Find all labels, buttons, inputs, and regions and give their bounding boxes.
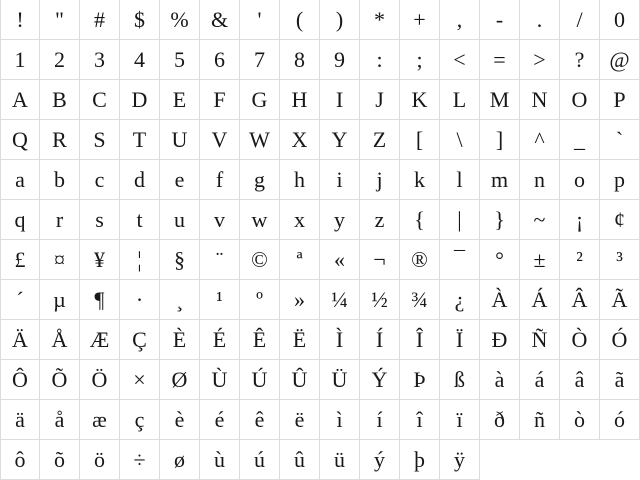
charmap-cell[interactable]: ú — [240, 440, 280, 480]
charmap-cell[interactable]: e — [160, 160, 200, 200]
charmap-cell[interactable]: d — [120, 160, 160, 200]
charmap-cell[interactable]: Ê — [240, 320, 280, 360]
charmap-cell[interactable]: Ì — [320, 320, 360, 360]
charmap-cell[interactable]: 4 — [120, 40, 160, 80]
charmap-cell[interactable]: ^ — [520, 120, 560, 160]
charmap-cell[interactable]: Ò — [560, 320, 600, 360]
charmap-cell[interactable]: ' — [240, 0, 280, 40]
charmap-cell[interactable]: Ç — [120, 320, 160, 360]
charmap-cell[interactable]: Ñ — [520, 320, 560, 360]
charmap-cell[interactable]: D — [120, 80, 160, 120]
charmap-cell[interactable]: U — [160, 120, 200, 160]
charmap-cell[interactable]: ÷ — [120, 440, 160, 480]
charmap-cell[interactable]: Ï — [440, 320, 480, 360]
charmap-cell[interactable]: £ — [0, 240, 40, 280]
charmap-cell[interactable]: Á — [520, 280, 560, 320]
charmap-cell[interactable]: ý — [360, 440, 400, 480]
charmap-cell[interactable]: x — [280, 200, 320, 240]
charmap-cell[interactable]: _ — [560, 120, 600, 160]
charmap-cell[interactable]: & — [200, 0, 240, 40]
charmap-cell[interactable]: 0 — [600, 0, 640, 40]
charmap-cell[interactable]: ¸ — [160, 280, 200, 320]
charmap-cell[interactable]: R — [40, 120, 80, 160]
charmap-cell[interactable]: - — [480, 0, 520, 40]
charmap-cell[interactable]: W — [240, 120, 280, 160]
charmap-cell[interactable]: ã — [600, 360, 640, 400]
charmap-cell[interactable]: ô — [0, 440, 40, 480]
charmap-cell[interactable]: h — [280, 160, 320, 200]
charmap-cell[interactable]: ó — [600, 400, 640, 440]
charmap-cell[interactable]: ¦ — [120, 240, 160, 280]
charmap-cell[interactable]: Ø — [160, 360, 200, 400]
charmap-cell[interactable]: A — [0, 80, 40, 120]
charmap-cell[interactable]: [ — [400, 120, 440, 160]
charmap-cell[interactable]: + — [400, 0, 440, 40]
charmap-cell[interactable]: o — [560, 160, 600, 200]
charmap-cell[interactable]: Ð — [480, 320, 520, 360]
charmap-cell[interactable]: g — [240, 160, 280, 200]
charmap-cell[interactable]: 7 — [240, 40, 280, 80]
charmap-cell[interactable]: Ë — [280, 320, 320, 360]
charmap-cell[interactable]: * — [360, 0, 400, 40]
charmap-cell[interactable]: @ — [600, 40, 640, 80]
charmap-cell[interactable]: \ — [440, 120, 480, 160]
charmap-cell[interactable]: H — [280, 80, 320, 120]
charmap-cell[interactable]: k — [400, 160, 440, 200]
charmap-cell[interactable]: Ú — [240, 360, 280, 400]
charmap-cell[interactable]: | — [440, 200, 480, 240]
charmap-cell[interactable]: q — [0, 200, 40, 240]
charmap-cell[interactable]: à — [480, 360, 520, 400]
charmap-cell[interactable]: } — [480, 200, 520, 240]
charmap-cell[interactable]: ] — [480, 120, 520, 160]
charmap-cell[interactable]: È — [160, 320, 200, 360]
charmap-cell[interactable]: ) — [320, 0, 360, 40]
charmap-cell[interactable]: 5 — [160, 40, 200, 80]
charmap-cell[interactable]: w — [240, 200, 280, 240]
charmap-cell[interactable]: P — [600, 80, 640, 120]
charmap-cell[interactable]: ` — [600, 120, 640, 160]
charmap-cell[interactable]: Æ — [80, 320, 120, 360]
charmap-cell[interactable]: u — [160, 200, 200, 240]
charmap-cell[interactable]: ( — [280, 0, 320, 40]
charmap-cell[interactable]: º — [240, 280, 280, 320]
charmap-cell[interactable]: À — [480, 280, 520, 320]
charmap-cell[interactable]: Ã — [600, 280, 640, 320]
charmap-cell[interactable]: L — [440, 80, 480, 120]
charmap-cell[interactable]: X — [280, 120, 320, 160]
charmap-cell[interactable]: i — [320, 160, 360, 200]
charmap-cell[interactable]: á — [520, 360, 560, 400]
charmap-cell[interactable]: ¼ — [320, 280, 360, 320]
charmap-cell[interactable]: í — [360, 400, 400, 440]
charmap-cell[interactable]: / — [560, 0, 600, 40]
charmap-cell[interactable]: c — [80, 160, 120, 200]
charmap-cell[interactable]: , — [440, 0, 480, 40]
charmap-cell[interactable]: Q — [0, 120, 40, 160]
charmap-cell[interactable]: â — [560, 360, 600, 400]
charmap-cell[interactable]: S — [80, 120, 120, 160]
charmap-cell[interactable]: C — [80, 80, 120, 120]
charmap-cell[interactable]: Ô — [0, 360, 40, 400]
charmap-cell[interactable]: Õ — [40, 360, 80, 400]
charmap-cell[interactable]: û — [280, 440, 320, 480]
charmap-cell[interactable]: ¹ — [200, 280, 240, 320]
charmap-cell[interactable]: µ — [40, 280, 80, 320]
charmap-cell[interactable]: 9 — [320, 40, 360, 80]
charmap-cell[interactable]: Ü — [320, 360, 360, 400]
charmap-cell[interactable]: ´ — [0, 280, 40, 320]
charmap-cell[interactable]: ; — [400, 40, 440, 80]
charmap-cell[interactable]: ¤ — [40, 240, 80, 280]
charmap-cell[interactable]: : — [360, 40, 400, 80]
charmap-cell[interactable]: T — [120, 120, 160, 160]
charmap-cell[interactable]: ° — [480, 240, 520, 280]
charmap-cell[interactable]: M — [480, 80, 520, 120]
charmap-cell[interactable]: ñ — [520, 400, 560, 440]
charmap-cell[interactable]: J — [360, 80, 400, 120]
charmap-cell[interactable]: z — [360, 200, 400, 240]
charmap-cell[interactable]: Ù — [200, 360, 240, 400]
charmap-cell[interactable]: 8 — [280, 40, 320, 80]
charmap-cell[interactable]: 2 — [40, 40, 80, 80]
charmap-cell[interactable]: Z — [360, 120, 400, 160]
charmap-cell[interactable]: N — [520, 80, 560, 120]
charmap-cell[interactable]: 6 — [200, 40, 240, 80]
charmap-cell[interactable]: ¯ — [440, 240, 480, 280]
charmap-cell[interactable]: ü — [320, 440, 360, 480]
charmap-cell[interactable]: ß — [440, 360, 480, 400]
charmap-cell[interactable]: æ — [80, 400, 120, 440]
charmap-cell[interactable]: å — [40, 400, 80, 440]
charmap-cell[interactable]: % — [160, 0, 200, 40]
charmap-cell[interactable]: ù — [200, 440, 240, 480]
charmap-cell[interactable]: î — [400, 400, 440, 440]
charmap-cell[interactable]: ÿ — [440, 440, 480, 480]
charmap-cell[interactable]: n — [520, 160, 560, 200]
charmap-cell[interactable]: E — [160, 80, 200, 120]
charmap-cell[interactable]: × — [120, 360, 160, 400]
charmap-cell[interactable]: ä — [0, 400, 40, 440]
charmap-cell[interactable]: ¥ — [80, 240, 120, 280]
charmap-cell[interactable]: § — [160, 240, 200, 280]
charmap-cell[interactable]: V — [200, 120, 240, 160]
charmap-cell[interactable]: t — [120, 200, 160, 240]
charmap-cell[interactable]: ¢ — [600, 200, 640, 240]
charmap-cell[interactable]: Í — [360, 320, 400, 360]
charmap-cell[interactable]: ¾ — [400, 280, 440, 320]
charmap-cell[interactable]: K — [400, 80, 440, 120]
charmap-cell[interactable]: ¿ — [440, 280, 480, 320]
charmap-cell[interactable]: ï — [440, 400, 480, 440]
charmap-cell[interactable]: b — [40, 160, 80, 200]
charmap-cell[interactable]: y — [320, 200, 360, 240]
charmap-cell[interactable]: 3 — [80, 40, 120, 80]
charmap-cell[interactable]: þ — [400, 440, 440, 480]
charmap-cell[interactable]: ? — [560, 40, 600, 80]
charmap-cell[interactable]: ç — [120, 400, 160, 440]
charmap-cell[interactable]: j — [360, 160, 400, 200]
charmap-cell[interactable]: s — [80, 200, 120, 240]
charmap-cell[interactable]: { — [400, 200, 440, 240]
charmap-cell[interactable]: a — [0, 160, 40, 200]
charmap-cell[interactable]: l — [440, 160, 480, 200]
charmap-cell[interactable]: ³ — [600, 240, 640, 280]
charmap-cell[interactable]: r — [40, 200, 80, 240]
charmap-cell[interactable]: " — [40, 0, 80, 40]
charmap-cell[interactable]: ê — [240, 400, 280, 440]
charmap-cell[interactable]: » — [280, 280, 320, 320]
charmap-cell[interactable]: Û — [280, 360, 320, 400]
charmap-cell[interactable]: Ý — [360, 360, 400, 400]
charmap-cell[interactable]: Â — [560, 280, 600, 320]
charmap-cell[interactable]: è — [160, 400, 200, 440]
charmap-cell[interactable]: p — [600, 160, 640, 200]
charmap-cell[interactable]: ø — [160, 440, 200, 480]
charmap-cell[interactable]: ö — [80, 440, 120, 480]
charmap-cell[interactable]: ~ — [520, 200, 560, 240]
charmap-cell[interactable]: ± — [520, 240, 560, 280]
charmap-cell[interactable]: . — [520, 0, 560, 40]
charmap-cell[interactable]: 1 — [0, 40, 40, 80]
charmap-cell[interactable]: # — [80, 0, 120, 40]
charmap-cell[interactable]: F — [200, 80, 240, 120]
charmap-cell[interactable]: É — [200, 320, 240, 360]
charmap-cell[interactable]: O — [560, 80, 600, 120]
charmap-cell[interactable]: ½ — [360, 280, 400, 320]
charmap-cell[interactable]: ë — [280, 400, 320, 440]
charmap-cell[interactable]: ¶ — [80, 280, 120, 320]
charmap-cell[interactable]: v — [200, 200, 240, 240]
charmap-cell[interactable]: ¨ — [200, 240, 240, 280]
charmap-cell[interactable]: Y — [320, 120, 360, 160]
charmap-cell[interactable]: · — [120, 280, 160, 320]
charmap-cell[interactable]: > — [520, 40, 560, 80]
charmap-cell[interactable]: ¬ — [360, 240, 400, 280]
charmap-cell[interactable]: ð — [480, 400, 520, 440]
charmap-cell[interactable]: ª — [280, 240, 320, 280]
charmap-cell[interactable]: Ö — [80, 360, 120, 400]
charmap-cell[interactable]: ® — [400, 240, 440, 280]
charmap-cell[interactable]: ! — [0, 0, 40, 40]
charmap-cell[interactable]: G — [240, 80, 280, 120]
charmap-cell[interactable]: Ä — [0, 320, 40, 360]
charmap-cell[interactable]: Å — [40, 320, 80, 360]
charmap-cell[interactable]: ² — [560, 240, 600, 280]
charmap-cell[interactable]: < — [440, 40, 480, 80]
charmap-cell[interactable]: Ó — [600, 320, 640, 360]
charmap-cell[interactable]: é — [200, 400, 240, 440]
charmap-cell[interactable]: ò — [560, 400, 600, 440]
charmap-cell[interactable]: $ — [120, 0, 160, 40]
charmap-cell[interactable]: © — [240, 240, 280, 280]
charmap-cell[interactable]: B — [40, 80, 80, 120]
charmap-cell[interactable]: Î — [400, 320, 440, 360]
charmap-cell[interactable]: I — [320, 80, 360, 120]
charmap-cell[interactable]: f — [200, 160, 240, 200]
charmap-cell[interactable]: « — [320, 240, 360, 280]
charmap-cell[interactable]: = — [480, 40, 520, 80]
charmap-cell[interactable]: m — [480, 160, 520, 200]
charmap-cell[interactable]: Þ — [400, 360, 440, 400]
charmap-cell[interactable]: ¡ — [560, 200, 600, 240]
charmap-cell[interactable]: ì — [320, 400, 360, 440]
charmap-cell[interactable]: õ — [40, 440, 80, 480]
